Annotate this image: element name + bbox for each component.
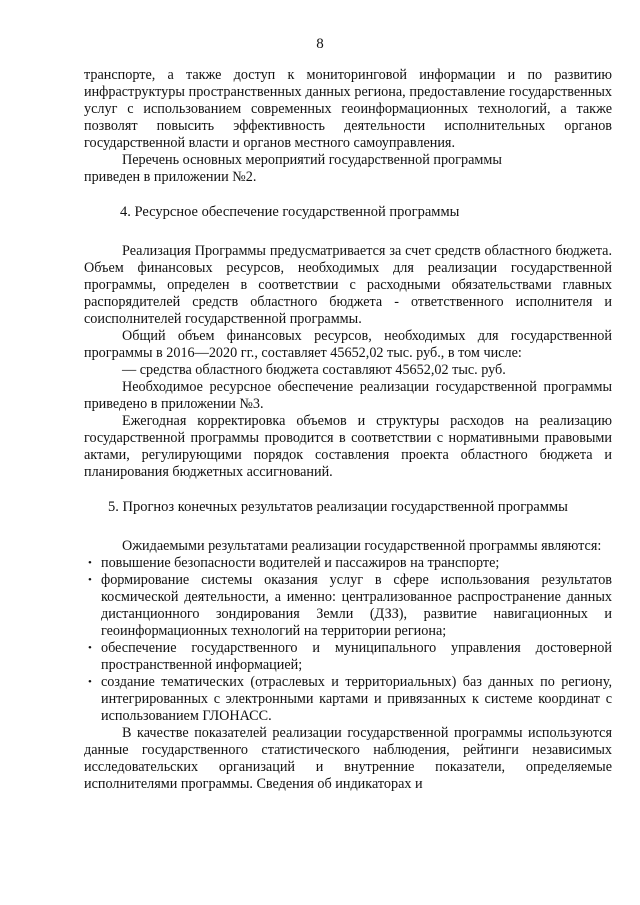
- document-body: [84, 67, 612, 793]
- section-heading-5: 5. Прогноз конечных результатов реализации государственной программы: [108, 499, 568, 515]
- list-item: [84, 674, 612, 725]
- bullet-marker: •: [88, 574, 92, 586]
- list-item: [84, 555, 612, 572]
- paragraph-expected-results: Ожидаемыми результатами реализации государственной программы являются:: [122, 538, 602, 554]
- bullet-text: обеспечение государственного и муниципального управления достоверной пространственной информацией;: [101, 640, 612, 673]
- paragraph-measures-line2: приведен в приложении №2.: [84, 169, 257, 185]
- bullet-marker: •: [88, 676, 92, 688]
- paragraph-funding-source: Реализация Программы предусматривается за счет средств областного бюджета. Объем финансовых ресурсов, необходимых для реализации государственной программы, определен в соответствии с расходными обязательствами главных распорядителей средств областного бюджета - ответственного исполнителя и соисполнителей государственной программы.: [84, 243, 612, 327]
- bullet-marker: •: [88, 557, 92, 569]
- bullet-marker: •: [88, 642, 92, 654]
- page-number: 8: [316, 36, 324, 52]
- paragraph-indicators: В качестве показателей реализации государственной программы используются данные государственного статистического наблюдения, рейтинги независимых исследовательских организаций и внутренние показатели, определяемые исполнителями программы. Сведения об индикаторах и: [84, 725, 612, 792]
- section-heading-4: 4. Ресурсное обеспечение государственной программы: [120, 204, 460, 220]
- bullet-text: повышение безопасности водителей и пассажиров на транспорте;: [101, 555, 500, 571]
- paragraph-annual-adjustment: Ежегодная корректировка объемов и структуры расходов на реализацию государственной программы проводится в соответствии с нормативными правовыми актами, регулирующими порядок составления проекта областного бюджета и планирования бюджетных ассигнований.: [84, 413, 612, 480]
- bullet-text: создание тематических (отраслевых и территориальных) баз данных по региону, интегрированных с электронными картами и привязанных к системе координат с использованием ГЛОНАСС.: [101, 674, 612, 724]
- list-item: [84, 640, 612, 674]
- paragraph-resource-appendix: Необходимое ресурсное обеспечение реализации государственной программы приведено в приложении №3.: [84, 379, 612, 412]
- bullet-text: формирование системы оказания услуг в сфере использования результатов космической деятельности, а именно: централизованное распространение данных дистанционного зондирования Земли (ДЗЗ), развитие навигационных и геоинформационных технологий на территории региона;: [101, 572, 612, 639]
- paragraph-regional-budget: — средства областного бюджета составляют 45652,02 тыс. руб.: [122, 362, 506, 378]
- paragraph-measures-line1: Перечень основных мероприятий государственной программы: [122, 152, 502, 168]
- list-item: [84, 572, 612, 640]
- paragraph-continuation: транспорте, а также доступ к мониторинговой информации и по развитию инфраструктуры пространственных данных региона, предоставление государственных услуг с использованием современных геоинформационных технологий, а также позволят повысить эффективность деятельности исполнительных органов государственной власти и органов местного самоуправления.: [84, 67, 612, 151]
- paragraph-total-volume: Общий объем финансовых ресурсов, необходимых для государственной программы в 2016—2020 гг., составляет 45652,02 тыс. руб., в том числе:: [84, 328, 612, 361]
